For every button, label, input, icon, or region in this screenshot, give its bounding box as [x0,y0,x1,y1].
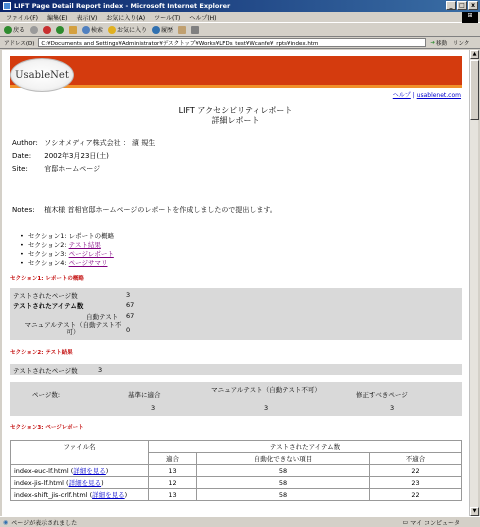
menu-edit[interactable]: 編集(E) [47,14,68,22]
s2-tested-pages-label: テストされたページ数 [13,367,78,375]
fail-cell: 22 [370,489,462,501]
page-done-icon: ◉ [3,518,9,526]
menu-bar [0,12,480,23]
manual-cell: 58 [197,465,370,477]
toc-item [20,241,114,250]
zone-label: マイ コンピュータ [410,520,460,527]
go-label: 移動 [435,40,447,47]
s1-manual-test-label: マニュアルテスト（自動テスト不可） [24,321,122,336]
meta-site [12,164,100,174]
table-row [11,477,462,489]
section3-heading: セクション3: ページレポート [10,425,84,431]
menu-file[interactable]: ファイル(F) [6,14,39,22]
menu-view[interactable]: 表示(V) [76,14,98,22]
go-arrow-icon: ➔ [430,39,435,46]
s1-tested-pages-label: テストされたページ数 [13,292,78,300]
vertical-scrollbar[interactable] [469,50,478,516]
toc-link-test-results[interactable]: テスト結果 [68,241,101,249]
go-button[interactable] [430,39,447,47]
report-title [2,106,469,126]
refresh-button[interactable] [56,26,64,34]
search-icon [82,26,90,34]
section2-pages-box [10,364,462,375]
usablenet-link[interactable]: usablenet.com [416,92,461,99]
stop-icon [43,26,51,34]
refresh-icon [56,26,64,34]
ie-icon [3,2,11,10]
table-row [11,465,462,477]
file-name: index-jis-lf.html [14,479,64,487]
toplinks-separator: | [412,92,415,99]
stop-button[interactable] [43,26,51,34]
scroll-up-icon[interactable]: ▲ [470,50,479,59]
section1-summary-box [10,288,462,340]
address-value: C:¥Documents and Settings¥Administrator¥デスクトップ¥Works¥LFDs_test¥Wcanfe¥_rpts¥index.htm [41,40,319,47]
forward-button[interactable] [30,26,38,34]
file-name: index-shift_jis-crlf.html [14,491,88,499]
toc-item [20,259,114,268]
fail-cell: 23 [370,477,462,489]
report-title-line1: LIFT アクセシビリティレポート [178,106,293,115]
minimize-button[interactable]: _ [446,1,456,10]
s1-tested-items-label: テストされたアイテム数 [13,302,84,310]
meta-site-key: Site: [12,165,28,173]
links-button[interactable]: リンク [453,40,470,47]
history-icon [152,26,160,34]
toc-label[interactable]: レポートの概略 [68,232,115,240]
pass-cell: 13 [149,465,197,477]
computer-icon: ▭ [402,519,409,526]
col-fail-header: 不適合 [370,453,462,465]
header-banner [10,56,462,88]
s2-val-fail: 3 [390,404,395,412]
status-bar [0,516,480,527]
page-report-table [10,440,462,501]
table-header-row [11,441,462,453]
back-label: 戻る [13,27,26,34]
toc-item [20,250,114,259]
meta-notes-value: 植木様 首相官邸ホームページのレポートを作成しましたので提出します。 [44,206,277,214]
scroll-thumb[interactable] [470,60,479,120]
mail-button[interactable] [178,26,186,34]
file-cell: index-jis-lf.html (詳細を見る) [11,477,149,489]
page-viewport [2,50,469,516]
meta-author-value: ソシオメディア株式会社 ： 濱 規生 [44,139,156,147]
meta-date-key: Date: [12,152,32,160]
favorites-button[interactable] [108,25,147,34]
print-icon [191,26,199,34]
address-input[interactable] [38,38,426,47]
scroll-down-icon[interactable]: ▼ [470,507,479,516]
meta-notes-key: Notes: [12,206,35,214]
toc-prefix: セクション1: [27,232,69,240]
home-button[interactable] [69,26,77,34]
status-text: ページが表示されました [11,519,78,527]
meta-notes [12,205,277,215]
toc-link-page-report[interactable]: ページレポート [68,250,114,258]
maximize-button[interactable]: □ [457,1,467,10]
col-items-header: テストされたアイテム数 [149,441,462,453]
forward-arrow-icon [30,26,38,34]
meta-date-value: 2002年3月23日(土) [44,152,109,160]
manual-cell: 58 [197,489,370,501]
meta-date [12,151,109,161]
table-of-contents [20,232,114,268]
history-button[interactable] [152,25,173,34]
s1-manual-test-value: 0 [126,326,131,334]
detail-link[interactable]: 詳細を見る [73,467,106,475]
s2-tested-pages-value: 3 [98,366,103,374]
security-zone [403,518,460,527]
s2-val-manual: 3 [264,404,269,412]
window-titlebar [0,0,480,12]
pass-cell: 13 [149,489,197,501]
file-name: index-euc-lf.html [14,467,69,475]
section2-heading: セクション2: テスト結果 [10,350,73,356]
detail-link[interactable]: 詳細を見る [68,479,102,487]
help-link[interactable]: ヘルプ [392,92,411,99]
meta-site-value: 官邸ホームページ [44,165,101,173]
toolbar [0,23,480,37]
s2-col-pages: ページ数: [32,391,61,399]
table-row [11,489,462,501]
file-cell: index-euc-lf.html (詳細を見る) [11,465,149,477]
search-label: 検索 [91,27,104,34]
back-button[interactable] [4,25,25,34]
pass-cell: 12 [149,477,197,489]
section1-heading: セクション1: レポートの概略 [10,276,84,282]
menu-favorites[interactable]: お気に入り(A) [106,14,146,22]
manual-cell: 58 [197,477,370,489]
windows-logo-icon: ⊞ [462,12,478,23]
s1-auto-test-label: 自動テスト [86,313,119,321]
s1-tested-items-value: 67 [126,301,135,309]
mail-icon [178,26,186,34]
toc-prefix: セクション2: [27,241,69,249]
home-icon [69,26,77,34]
file-cell: index-shift_jis-crlf.html (詳細を見る) [11,489,149,501]
meta-author [12,138,155,148]
col-manual-header: 自動化できない項目 [197,453,370,465]
meta-author-key: Author: [12,139,38,147]
s2-val-pass: 3 [151,404,156,412]
address-bar [0,37,480,49]
favorites-label: お気に入り [117,27,148,34]
s2-col-fail: 修正すべきページ [356,391,408,399]
search-button[interactable] [82,25,103,34]
s1-auto-test-value: 67 [126,312,135,320]
s1-tested-pages-value: 3 [126,291,131,299]
usablenet-logo: UsableNet [10,58,74,92]
menu-help[interactable]: ヘルプ(H) [189,14,217,22]
print-button[interactable] [191,26,199,34]
fail-cell: 22 [370,465,462,477]
toc-item [20,232,114,241]
s2-col-manual: マニュアルテスト（自動テスト不可） [211,386,321,394]
history-label: 履歴 [161,27,174,34]
col-file-header: ファイル名 [11,441,149,465]
section2-results-box [10,382,462,416]
report-title-line2: 詳細レポート [211,116,260,125]
top-links [393,90,461,99]
favorites-icon [108,26,116,34]
toc-prefix: セクション3: [27,250,69,258]
detail-link[interactable]: 詳細を見る [92,491,125,499]
window-title: LIFT Page Detail Report index - Microsoft Internet Explorer [14,2,231,10]
col-pass-header: 適合 [149,453,197,465]
close-button[interactable]: x [468,1,478,10]
s2-col-pass: 基準に適合 [128,391,161,399]
toc-prefix: セクション4: [27,259,69,267]
address-label: アドレス(D) [4,40,35,47]
menu-tools[interactable]: ツール(T) [154,14,181,22]
toc-link-page-summary[interactable]: ページサマリ [68,259,108,267]
back-arrow-icon [4,26,12,34]
